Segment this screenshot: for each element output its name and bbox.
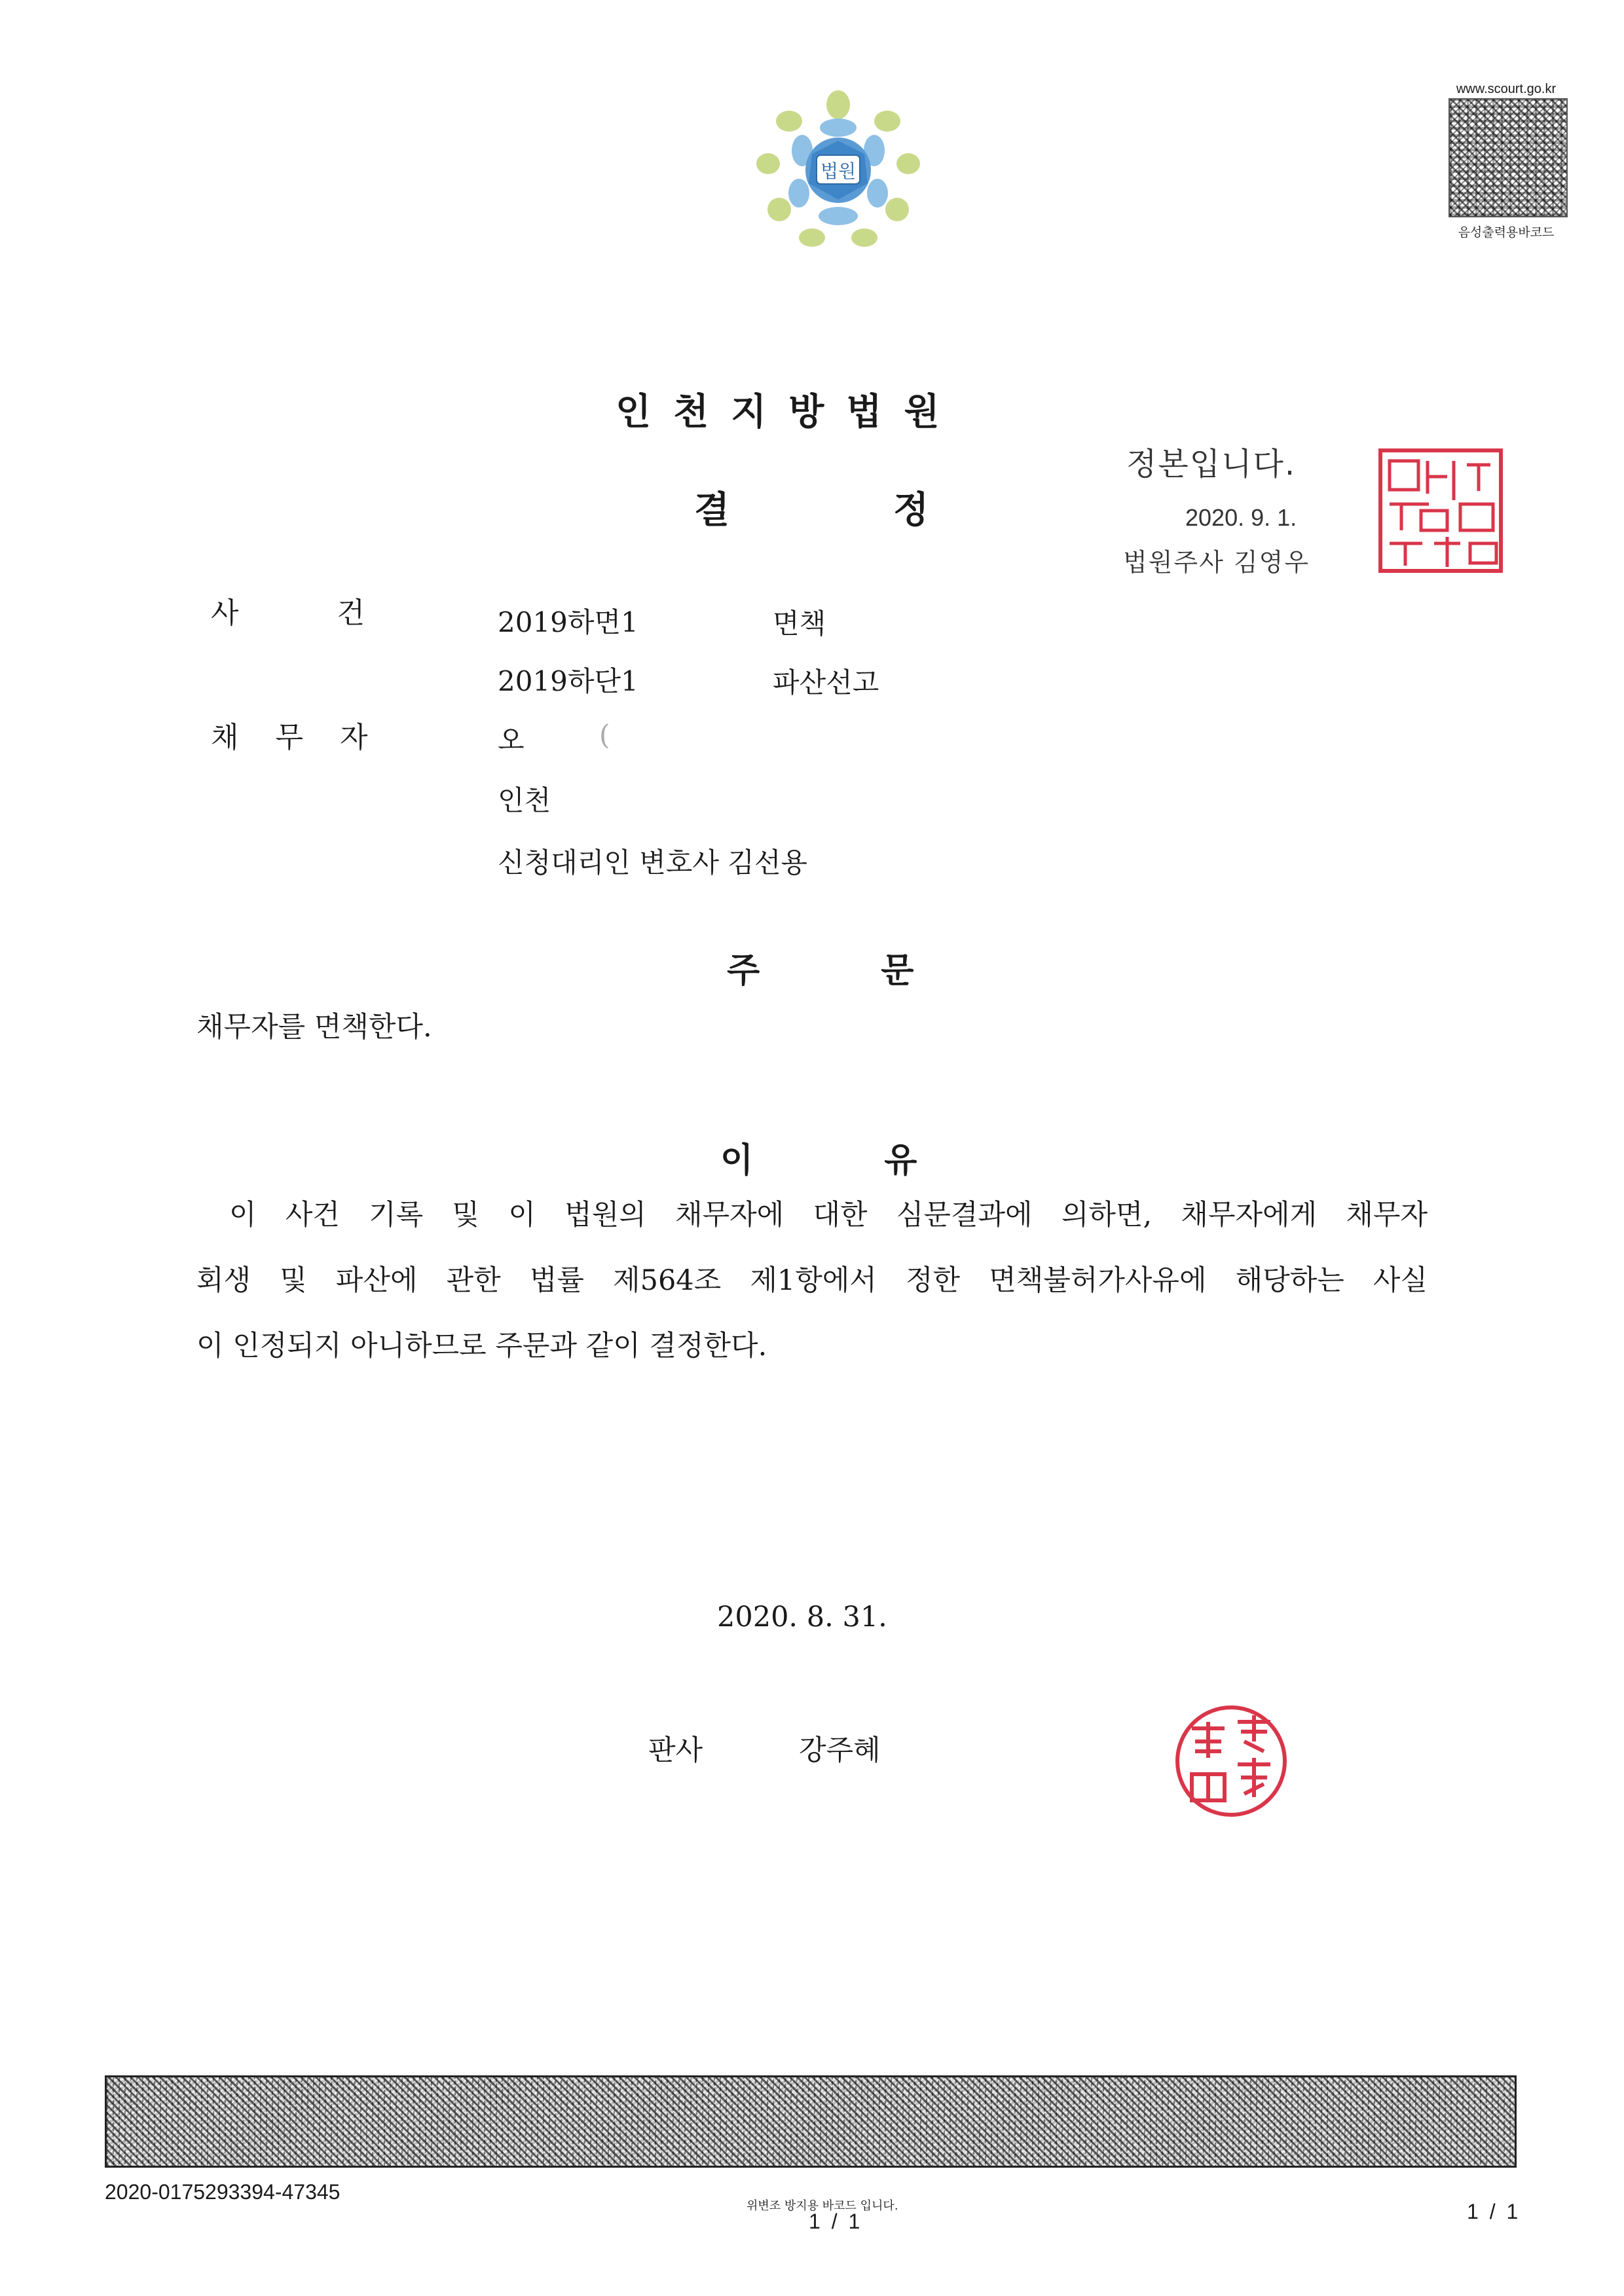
court-name: 인천지방법원 xyxy=(616,391,962,433)
certification-clerk: 법원주사 김영우 xyxy=(1123,548,1310,577)
debtor-label: 채무자 xyxy=(211,721,405,754)
reason-heading xyxy=(720,1133,917,1182)
reason-line: 회생 및 파산에 관한 법률 제564조 제1항에서 정한 면책불허가사유에 해당하는 사실 xyxy=(196,1264,1428,1297)
doc-title xyxy=(694,481,929,534)
doc-title-part1: 결 xyxy=(694,489,730,532)
certification-text: 정본입니다. xyxy=(1126,446,1297,483)
clerk-seal xyxy=(1375,445,1506,576)
debtor-agent: 신청대리인 변호사 김선용 xyxy=(498,847,807,879)
decision-date: 2020. 8. 31. xyxy=(717,1601,887,1633)
debtor-name: 오 xyxy=(498,724,525,756)
judge-seal xyxy=(1172,1702,1290,1820)
reason-heading-part2: 유 xyxy=(884,1141,917,1180)
judge-name: 강주혜 xyxy=(799,1734,881,1767)
case-label-part1: 사 xyxy=(211,596,239,630)
page-number-right: 1 / 1 xyxy=(1467,2200,1521,2223)
barcode-caption: 위변조 방지용 바코드 입니다. xyxy=(747,2199,898,2213)
debtor-address: 인천 xyxy=(498,784,551,816)
anti-forgery-barcode xyxy=(105,2075,1517,2168)
debtor-id-paren: ( xyxy=(599,719,610,751)
page-number-center: 1 / 1 xyxy=(809,2210,863,2233)
document-number: 2020-0175293394-47345 xyxy=(105,2180,341,2204)
case-label-part2: 건 xyxy=(337,596,365,630)
emblem-label: 법원 xyxy=(820,160,857,182)
certification-date: 2020. 9. 1. xyxy=(1185,504,1297,531)
case-name: 파산선고 xyxy=(773,666,879,699)
qr-url: www.scourt.go.kr xyxy=(1456,82,1557,96)
reason-line: 이 인정되지 아니하므로 주문과 같이 결정한다. xyxy=(196,1330,767,1362)
judge-title: 판사 xyxy=(648,1734,703,1767)
qr-caption: 음성출력용바코드 xyxy=(1458,226,1555,240)
case-name: 면책 xyxy=(773,608,826,640)
case-label xyxy=(211,589,365,631)
qr-code xyxy=(1449,98,1568,217)
case-number: 2019하단1 xyxy=(498,665,638,697)
order-heading-part2: 문 xyxy=(881,951,914,991)
case-number: 2019하면1 xyxy=(498,606,638,638)
reason-line: 이 사건 기록 및 이 법원의 채무자에 대한 심문결과에 의하면, 채무자에게 채무자 xyxy=(229,1199,1428,1231)
doc-title-part2: 정 xyxy=(893,489,929,532)
order-heading xyxy=(727,943,913,992)
reason-heading-part1: 이 xyxy=(720,1141,754,1180)
order-text: 채무자를 면책한다. xyxy=(196,1011,432,1044)
order-heading-part1: 주 xyxy=(727,951,760,991)
